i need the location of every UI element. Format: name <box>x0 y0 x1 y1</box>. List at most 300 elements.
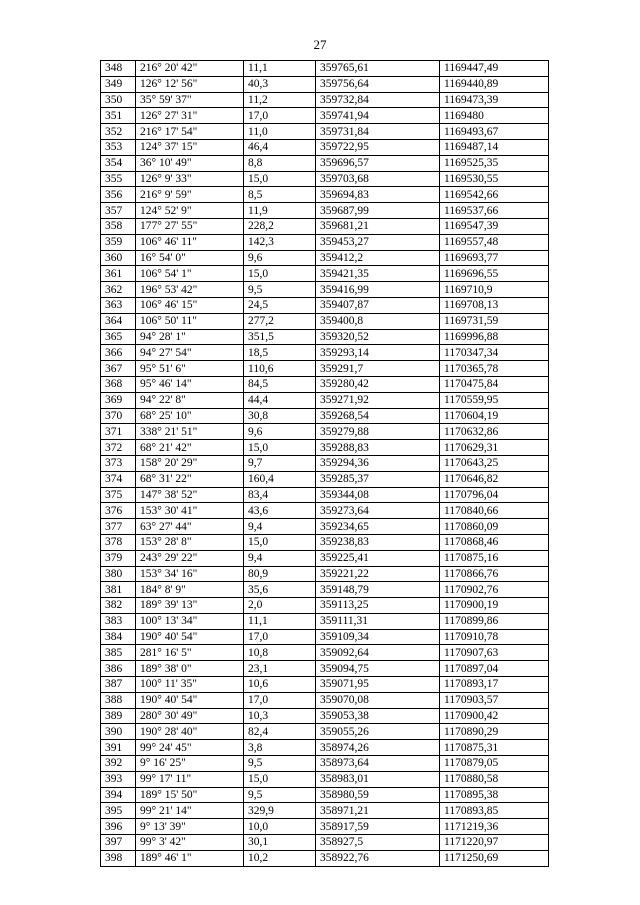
y-coordinate-cell: 1171220,97 <box>440 835 549 851</box>
bearing-cell: 94° 27' 54" <box>136 345 244 361</box>
distance-cell: 110,6 <box>244 361 316 377</box>
distance-cell: 15,0 <box>244 171 316 187</box>
table-row <box>101 76 549 92</box>
table-row <box>101 771 549 787</box>
distance-cell: 329,9 <box>244 803 316 819</box>
y-coordinate-cell: 1170475,84 <box>440 376 549 392</box>
x-coordinate-cell: 359294,36 <box>316 455 440 471</box>
y-coordinate-cell: 1170899,86 <box>440 613 549 629</box>
distance-cell: 11,9 <box>244 203 316 219</box>
table-row <box>101 408 549 424</box>
x-coordinate-cell: 359070,08 <box>316 692 440 708</box>
table-row <box>101 519 549 535</box>
point-number-cell: 356 <box>101 187 136 203</box>
bearing-cell: 99° 21' 14" <box>136 803 244 819</box>
point-number-cell: 372 <box>101 440 136 456</box>
y-coordinate-cell: 1170643,25 <box>440 455 549 471</box>
point-number-cell: 392 <box>101 756 136 772</box>
x-coordinate-cell: 359092,64 <box>316 645 440 661</box>
distance-cell: 15,0 <box>244 440 316 456</box>
bearing-cell: 177° 27' 55" <box>136 218 244 234</box>
table-row <box>101 124 549 140</box>
y-coordinate-cell: 1170880,58 <box>440 771 549 787</box>
table-row <box>101 203 549 219</box>
y-coordinate-cell: 1170902,76 <box>440 582 549 598</box>
x-coordinate-cell: 358980,59 <box>316 787 440 803</box>
x-coordinate-cell: 359053,38 <box>316 708 440 724</box>
y-coordinate-cell: 1170632,86 <box>440 424 549 440</box>
bearing-cell: 126° 9' 33" <box>136 171 244 187</box>
x-coordinate-cell: 359696,57 <box>316 155 440 171</box>
point-number-cell: 362 <box>101 282 136 298</box>
table-row <box>101 503 549 519</box>
x-coordinate-cell: 358917,59 <box>316 819 440 835</box>
distance-cell: 228,2 <box>244 218 316 234</box>
coordinates-table <box>100 60 549 867</box>
bearing-cell: 190° 40' 54" <box>136 692 244 708</box>
bearing-cell: 68° 31' 22" <box>136 471 244 487</box>
y-coordinate-cell: 1170910,78 <box>440 629 549 645</box>
x-coordinate-cell: 359453,27 <box>316 234 440 250</box>
point-number-cell: 367 <box>101 361 136 377</box>
y-coordinate-cell: 1170604,19 <box>440 408 549 424</box>
distance-cell: 40,3 <box>244 76 316 92</box>
bearing-cell: 16° 54' 0" <box>136 250 244 266</box>
table-row <box>101 234 549 250</box>
bearing-cell: 35° 59' 37" <box>136 92 244 108</box>
coordinates-table-body <box>101 61 549 867</box>
x-coordinate-cell: 358971,21 <box>316 803 440 819</box>
y-coordinate-cell: 1170879,05 <box>440 756 549 772</box>
bearing-cell: 68° 21' 42" <box>136 440 244 456</box>
y-coordinate-cell: 1170796,04 <box>440 487 549 503</box>
point-number-cell: 371 <box>101 424 136 440</box>
bearing-cell: 216° 17' 54" <box>136 124 244 140</box>
bearing-cell: 216° 20' 42" <box>136 61 244 77</box>
point-number-cell: 386 <box>101 661 136 677</box>
bearing-cell: 94° 28' 1" <box>136 329 244 345</box>
distance-cell: 30,8 <box>244 408 316 424</box>
bearing-cell: 189° 15' 50" <box>136 787 244 803</box>
table-row <box>101 250 549 266</box>
table-row <box>101 740 549 756</box>
table-row <box>101 724 549 740</box>
bearing-cell: 153° 34' 16" <box>136 566 244 582</box>
x-coordinate-cell: 359765,61 <box>316 61 440 77</box>
bearing-cell: 243° 29' 22" <box>136 550 244 566</box>
point-number-cell: 361 <box>101 266 136 282</box>
y-coordinate-cell: 1169487,14 <box>440 139 549 155</box>
y-coordinate-cell: 1170900,42 <box>440 708 549 724</box>
table-row <box>101 708 549 724</box>
bearing-cell: 126° 12' 56" <box>136 76 244 92</box>
table-row <box>101 187 549 203</box>
distance-cell: 11,1 <box>244 61 316 77</box>
distance-cell: 17,0 <box>244 108 316 124</box>
point-number-cell: 384 <box>101 629 136 645</box>
x-coordinate-cell: 359109,34 <box>316 629 440 645</box>
bearing-cell: 189° 46' 1" <box>136 850 244 866</box>
y-coordinate-cell: 1170875,31 <box>440 740 549 756</box>
x-coordinate-cell: 359293,14 <box>316 345 440 361</box>
y-coordinate-cell: 1171250,69 <box>440 850 549 866</box>
bearing-cell: 189° 38' 0" <box>136 661 244 677</box>
y-coordinate-cell: 1170897,04 <box>440 661 549 677</box>
x-coordinate-cell: 359225,41 <box>316 550 440 566</box>
distance-cell: 30,1 <box>244 835 316 851</box>
point-number-cell: 390 <box>101 724 136 740</box>
distance-cell: 43,6 <box>244 503 316 519</box>
table-row <box>101 440 549 456</box>
x-coordinate-cell: 359320,52 <box>316 329 440 345</box>
bearing-cell: 190° 40' 54" <box>136 629 244 645</box>
bearing-cell: 95° 51' 6" <box>136 361 244 377</box>
table-row <box>101 171 549 187</box>
table-row <box>101 850 549 866</box>
table-row <box>101 471 549 487</box>
distance-cell: 9,5 <box>244 787 316 803</box>
point-number-cell: 365 <box>101 329 136 345</box>
point-number-cell: 387 <box>101 677 136 693</box>
table-row <box>101 534 549 550</box>
table-row <box>101 376 549 392</box>
x-coordinate-cell: 359416,99 <box>316 282 440 298</box>
bearing-cell: 216° 9' 59" <box>136 187 244 203</box>
point-number-cell: 349 <box>101 76 136 92</box>
x-coordinate-cell: 359681,21 <box>316 218 440 234</box>
point-number-cell: 388 <box>101 692 136 708</box>
point-number-cell: 391 <box>101 740 136 756</box>
table-row <box>101 835 549 851</box>
point-number-cell: 355 <box>101 171 136 187</box>
bearing-cell: 124° 52' 9" <box>136 203 244 219</box>
distance-cell: 15,0 <box>244 266 316 282</box>
x-coordinate-cell: 359694,83 <box>316 187 440 203</box>
point-number-cell: 393 <box>101 771 136 787</box>
point-number-cell: 381 <box>101 582 136 598</box>
bearing-cell: 99° 24' 45" <box>136 740 244 756</box>
point-number-cell: 353 <box>101 139 136 155</box>
y-coordinate-cell: 1170347,34 <box>440 345 549 361</box>
y-coordinate-cell: 1169996,88 <box>440 329 549 345</box>
x-coordinate-cell: 359238,83 <box>316 534 440 550</box>
bearing-cell: 153° 30' 41" <box>136 503 244 519</box>
y-coordinate-cell: 1169710,9 <box>440 282 549 298</box>
bearing-cell: 95° 46' 14" <box>136 376 244 392</box>
y-coordinate-cell: 1169542,66 <box>440 187 549 203</box>
bearing-cell: 158° 20' 29" <box>136 455 244 471</box>
y-coordinate-cell: 1169530,55 <box>440 171 549 187</box>
y-coordinate-cell: 1170629,31 <box>440 440 549 456</box>
x-coordinate-cell: 359687,99 <box>316 203 440 219</box>
distance-cell: 46,4 <box>244 139 316 155</box>
x-coordinate-cell: 359268,54 <box>316 408 440 424</box>
y-coordinate-cell: 1169693,77 <box>440 250 549 266</box>
point-number-cell: 398 <box>101 850 136 866</box>
bearing-cell: 147° 38' 52" <box>136 487 244 503</box>
x-coordinate-cell: 359703,68 <box>316 171 440 187</box>
x-coordinate-cell: 359722,95 <box>316 139 440 155</box>
distance-cell: 11,0 <box>244 124 316 140</box>
distance-cell: 15,0 <box>244 534 316 550</box>
distance-cell: 44,4 <box>244 392 316 408</box>
y-coordinate-cell: 1169473,39 <box>440 92 549 108</box>
distance-cell: 23,1 <box>244 661 316 677</box>
bearing-cell: 124° 37' 15" <box>136 139 244 155</box>
table-row <box>101 629 549 645</box>
table-row <box>101 803 549 819</box>
x-coordinate-cell: 359412,2 <box>316 250 440 266</box>
x-coordinate-cell: 359407,87 <box>316 297 440 313</box>
point-number-cell: 348 <box>101 61 136 77</box>
x-coordinate-cell: 359148,79 <box>316 582 440 598</box>
x-coordinate-cell: 359279,88 <box>316 424 440 440</box>
x-coordinate-cell: 358922,76 <box>316 850 440 866</box>
y-coordinate-cell: 1169696,55 <box>440 266 549 282</box>
distance-cell: 142,3 <box>244 234 316 250</box>
bearing-cell: 190° 28' 40" <box>136 724 244 740</box>
y-coordinate-cell: 1169440,89 <box>440 76 549 92</box>
point-number-cell: 364 <box>101 313 136 329</box>
distance-cell: 24,5 <box>244 297 316 313</box>
y-coordinate-cell: 1170895,38 <box>440 787 549 803</box>
table-row <box>101 645 549 661</box>
bearing-cell: 281° 16' 5" <box>136 645 244 661</box>
distance-cell: 83,4 <box>244 487 316 503</box>
point-number-cell: 357 <box>101 203 136 219</box>
distance-cell: 10,2 <box>244 850 316 866</box>
y-coordinate-cell: 1169480 <box>440 108 549 124</box>
y-coordinate-cell: 1170907,63 <box>440 645 549 661</box>
y-coordinate-cell: 1170875,16 <box>440 550 549 566</box>
y-coordinate-cell: 1170893,17 <box>440 677 549 693</box>
point-number-cell: 358 <box>101 218 136 234</box>
y-coordinate-cell: 1171219,36 <box>440 819 549 835</box>
point-number-cell: 396 <box>101 819 136 835</box>
x-coordinate-cell: 359094,75 <box>316 661 440 677</box>
x-coordinate-cell: 359741,94 <box>316 108 440 124</box>
point-number-cell: 394 <box>101 787 136 803</box>
distance-cell: 80,9 <box>244 566 316 582</box>
point-number-cell: 363 <box>101 297 136 313</box>
x-coordinate-cell: 359221,22 <box>316 566 440 582</box>
point-number-cell: 378 <box>101 534 136 550</box>
x-coordinate-cell: 358973,64 <box>316 756 440 772</box>
y-coordinate-cell: 1169493,67 <box>440 124 549 140</box>
table-row <box>101 329 549 345</box>
x-coordinate-cell: 359344,08 <box>316 487 440 503</box>
point-number-cell: 379 <box>101 550 136 566</box>
point-number-cell: 382 <box>101 598 136 614</box>
y-coordinate-cell: 1169537,66 <box>440 203 549 219</box>
bearing-cell: 68° 25' 10" <box>136 408 244 424</box>
bearing-cell: 280° 30' 49" <box>136 708 244 724</box>
bearing-cell: 126° 27' 31" <box>136 108 244 124</box>
point-number-cell: 397 <box>101 835 136 851</box>
point-number-cell: 352 <box>101 124 136 140</box>
bearing-cell: 184° 8' 9" <box>136 582 244 598</box>
distance-cell: 9,6 <box>244 250 316 266</box>
bearing-cell: 100° 11' 35" <box>136 677 244 693</box>
table-row <box>101 756 549 772</box>
bearing-cell: 99° 17' 11" <box>136 771 244 787</box>
distance-cell: 9,5 <box>244 756 316 772</box>
x-coordinate-cell: 359280,42 <box>316 376 440 392</box>
y-coordinate-cell: 1170840,66 <box>440 503 549 519</box>
x-coordinate-cell: 359756,64 <box>316 76 440 92</box>
x-coordinate-cell: 359071,95 <box>316 677 440 693</box>
point-number-cell: 351 <box>101 108 136 124</box>
y-coordinate-cell: 1169447,49 <box>440 61 549 77</box>
distance-cell: 10,0 <box>244 819 316 835</box>
bearing-cell: 94° 22' 8" <box>136 392 244 408</box>
distance-cell: 10,8 <box>244 645 316 661</box>
bearing-cell: 106° 54' 1" <box>136 266 244 282</box>
bearing-cell: 196° 53' 42" <box>136 282 244 298</box>
table-row <box>101 361 549 377</box>
bearing-cell: 106° 50' 11" <box>136 313 244 329</box>
y-coordinate-cell: 1170900,19 <box>440 598 549 614</box>
x-coordinate-cell: 358974,26 <box>316 740 440 756</box>
distance-cell: 82,4 <box>244 724 316 740</box>
distance-cell: 11,1 <box>244 613 316 629</box>
bearing-cell: 106° 46' 11" <box>136 234 244 250</box>
bearing-cell: 153° 28' 8" <box>136 534 244 550</box>
y-coordinate-cell: 1169547,39 <box>440 218 549 234</box>
point-number-cell: 374 <box>101 471 136 487</box>
table-row <box>101 392 549 408</box>
x-coordinate-cell: 359271,92 <box>316 392 440 408</box>
distance-cell: 10,6 <box>244 677 316 693</box>
bearing-cell: 9° 13' 39" <box>136 819 244 835</box>
x-coordinate-cell: 359288,83 <box>316 440 440 456</box>
x-coordinate-cell: 359273,64 <box>316 503 440 519</box>
y-coordinate-cell: 1169557,48 <box>440 234 549 250</box>
y-coordinate-cell: 1169525,35 <box>440 155 549 171</box>
table-row <box>101 677 549 693</box>
point-number-cell: 376 <box>101 503 136 519</box>
table-row <box>101 139 549 155</box>
page-number: 27 <box>313 37 327 52</box>
table-row <box>101 61 549 77</box>
point-number-cell: 389 <box>101 708 136 724</box>
bearing-cell: 63° 27' 44" <box>136 519 244 535</box>
point-number-cell: 385 <box>101 645 136 661</box>
distance-cell: 9,7 <box>244 455 316 471</box>
table-row <box>101 487 549 503</box>
distance-cell: 15,0 <box>244 771 316 787</box>
point-number-cell: 368 <box>101 376 136 392</box>
point-number-cell: 366 <box>101 345 136 361</box>
y-coordinate-cell: 1170559,95 <box>440 392 549 408</box>
x-coordinate-cell: 359055,26 <box>316 724 440 740</box>
point-number-cell: 370 <box>101 408 136 424</box>
bearing-cell: 36° 10' 49" <box>136 155 244 171</box>
y-coordinate-cell: 1169708,13 <box>440 297 549 313</box>
table-row <box>101 155 549 171</box>
distance-cell: 9,5 <box>244 282 316 298</box>
bearing-cell: 100° 13' 34" <box>136 613 244 629</box>
distance-cell: 9,6 <box>244 424 316 440</box>
bearing-cell: 338° 21' 51" <box>136 424 244 440</box>
x-coordinate-cell: 359234,65 <box>316 519 440 535</box>
x-coordinate-cell: 359291,7 <box>316 361 440 377</box>
table-row <box>101 661 549 677</box>
bearing-cell: 99° 3' 42" <box>136 835 244 851</box>
bearing-cell: 9° 16' 25" <box>136 756 244 772</box>
distance-cell: 8,5 <box>244 187 316 203</box>
x-coordinate-cell: 358983,01 <box>316 771 440 787</box>
point-number-cell: 380 <box>101 566 136 582</box>
distance-cell: 2,0 <box>244 598 316 614</box>
y-coordinate-cell: 1170646,82 <box>440 471 549 487</box>
table-row <box>101 613 549 629</box>
table-row <box>101 598 549 614</box>
point-number-cell: 375 <box>101 487 136 503</box>
table-row <box>101 787 549 803</box>
distance-cell: 351,5 <box>244 329 316 345</box>
x-coordinate-cell: 359285,37 <box>316 471 440 487</box>
distance-cell: 3,8 <box>244 740 316 756</box>
table-row <box>101 297 549 313</box>
point-number-cell: 369 <box>101 392 136 408</box>
table-row <box>101 819 549 835</box>
distance-cell: 17,0 <box>244 629 316 645</box>
x-coordinate-cell: 359731,84 <box>316 124 440 140</box>
table-row <box>101 550 549 566</box>
x-coordinate-cell: 359113,25 <box>316 598 440 614</box>
table-row <box>101 218 549 234</box>
table-row <box>101 282 549 298</box>
point-number-cell: 383 <box>101 613 136 629</box>
table-row <box>101 424 549 440</box>
x-coordinate-cell: 359111,31 <box>316 613 440 629</box>
x-coordinate-cell: 359732,84 <box>316 92 440 108</box>
bearing-cell: 106° 46' 15" <box>136 297 244 313</box>
point-number-cell: 359 <box>101 234 136 250</box>
y-coordinate-cell: 1170890,29 <box>440 724 549 740</box>
distance-cell: 9,4 <box>244 550 316 566</box>
y-coordinate-cell: 1170860,09 <box>440 519 549 535</box>
x-coordinate-cell: 358927,5 <box>316 835 440 851</box>
table-row <box>101 566 549 582</box>
distance-cell: 8,8 <box>244 155 316 171</box>
distance-cell: 10,3 <box>244 708 316 724</box>
distance-cell: 9,4 <box>244 519 316 535</box>
x-coordinate-cell: 359421,35 <box>316 266 440 282</box>
y-coordinate-cell: 1170893,85 <box>440 803 549 819</box>
point-number-cell: 360 <box>101 250 136 266</box>
point-number-cell: 373 <box>101 455 136 471</box>
point-number-cell: 377 <box>101 519 136 535</box>
distance-cell: 35,6 <box>244 582 316 598</box>
point-number-cell: 350 <box>101 92 136 108</box>
table-row <box>101 313 549 329</box>
distance-cell: 17,0 <box>244 692 316 708</box>
point-number-cell: 354 <box>101 155 136 171</box>
table-row <box>101 92 549 108</box>
y-coordinate-cell: 1170903,57 <box>440 692 549 708</box>
table-row <box>101 582 549 598</box>
distance-cell: 160,4 <box>244 471 316 487</box>
y-coordinate-cell: 1170868,46 <box>440 534 549 550</box>
distance-cell: 11,2 <box>244 92 316 108</box>
distance-cell: 277,2 <box>244 313 316 329</box>
y-coordinate-cell: 1169731,59 <box>440 313 549 329</box>
table-row <box>101 345 549 361</box>
y-coordinate-cell: 1170866,76 <box>440 566 549 582</box>
table-row <box>101 108 549 124</box>
